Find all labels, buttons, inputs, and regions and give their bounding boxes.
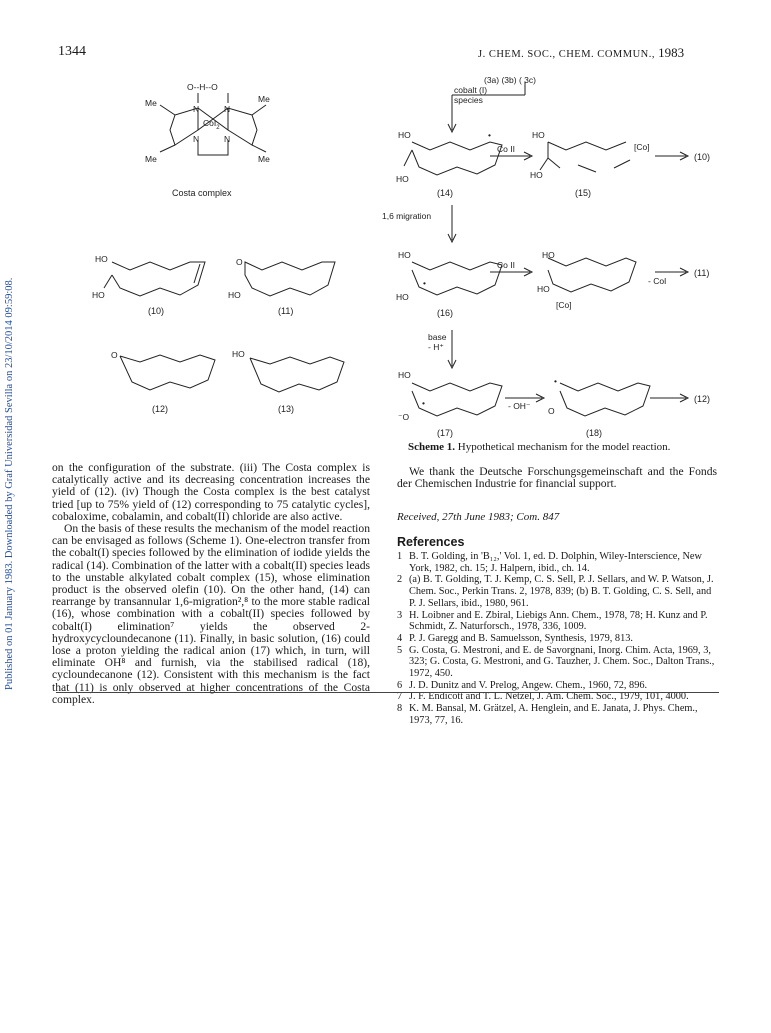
hydroxy-label: HO (228, 290, 241, 300)
body-paragraph: on the configuration of the substrate. (iii) The Costa complex is catalytically active and its decreasing concentration increases the yield of (12). (iv) Though the Costa complex is the best catalyst tried [up to 75% yield of (12) corresponding to 75 catalytic cycles], cobaloxime, cobalamin, and cobalt(II) chloride are also active. (52, 461, 370, 523)
oxide-label: ⁻O (398, 412, 410, 422)
costa-me: Me (258, 154, 270, 164)
journal-year: 1983 (658, 45, 685, 60)
acknowledgement (397, 466, 717, 490)
reagent-label: - CoI (648, 276, 667, 286)
hydroxy-label: HO (542, 250, 555, 260)
oxo-label: O (111, 350, 118, 360)
compound-14-label: (14) (437, 188, 454, 198)
reference-item: 7 J. F. Endicott and T. L. Netzel, J. Am. Chem. Soc., 1979, 101, 4000. (397, 691, 689, 703)
reference-item: 5 G. Costa, G. Mestroni, and E. de Savorgnani, Inorg. Chim. Acta, 1969, 3, 323; G. Costa, G. Mestroni, and G. Tauzher, J. Chem. Soc., Dalton Trans., 1972, 450. (397, 644, 715, 680)
reference-item: 1 B. T. Golding, in 'B₁₂,' Vol. 1, ed. D. Dolphin, Wiley-Interscience, New York, 1982, ch. 15; J. Halpern, ibid., ch. 14. (397, 551, 702, 574)
caption-label: Scheme 1. (408, 441, 456, 453)
references-heading: References (397, 535, 465, 549)
cobalt-species-label: species (454, 95, 483, 105)
reference-item: 2 (a) B. T. Golding, T. J. Kemp, C. S. Sell, P. J. Sellars, and W. P. Watson, J. Chem. Soc., Perkin Trans. 2, 1978, 839; (b) B. T. Golding, C. S. Sell, and P. J. Sellars, ibid., 1980, 961. (397, 574, 714, 609)
oxo-label: O (548, 406, 555, 416)
page-rule (56, 692, 719, 693)
costa-n: N (224, 134, 231, 144)
reagent-label: - OH⁻ (508, 401, 531, 411)
product-10-label: (10) (694, 152, 711, 162)
migration-label: 1,6 migration (382, 211, 432, 221)
caption-text: Hypothetical mechanism for the model reaction. (455, 441, 671, 453)
costa-label: Costa complex (172, 188, 232, 198)
hydroxy-label: HO (530, 170, 543, 180)
svg-text:•: • (488, 130, 491, 140)
costa-n: N (224, 104, 231, 114)
reagent-label: Co II (497, 260, 515, 270)
hydroxy-label: HO (398, 250, 411, 260)
hydroxy-label: HO (537, 284, 550, 294)
reagent-label: - H⁺ (428, 342, 444, 352)
svg-text:•: • (554, 376, 557, 386)
body-paragraph: On the basis of these results the mechanism of the model reaction can be envisaged as follows (Scheme 1). One-electron transfer from the cobalt(I) species followed by the elimination of iodide yields the radical (14). Combination of the latter with a cobalt(II) species leads to the unstable alkylated cobalt complex (15), whose elimination product is the observed olefin (10). On the other hand, (14) can rearrange by transannular 1,6-migration²,⁸ to the more stable radical (16), whose combination with a cobalt(II) species followed by cobalt(I) elimination⁷ yields the observed 2-hydroxycycloundecanone (11). Finally, in basic solution, (16) could lose a proton yielding the radical anion (17) which, in turn, will eliminate OH⁸ and furnish, via the stabilised radical (18), cycloundecanone (12). Consistent with this mechanism is the fact that (11) is only observed at higher concentrations of the Costa complex. (52, 522, 370, 706)
reference-item: 8 K. M. Bansal, M. Grätzel, A. Henglein, and E. Janata, J. Phys. Chem., 1973, 77, 16. (397, 703, 698, 726)
costa-cobalt: CoI$_2$ (203, 118, 220, 131)
costa-n: N (193, 134, 200, 144)
reagent-label: base (428, 332, 447, 342)
hydroxy-label: HO (95, 254, 108, 264)
page-number: 1344 (58, 44, 86, 59)
compound-15-label: (15) (575, 188, 592, 198)
compound-10-label: (10) (148, 306, 165, 316)
reference-item: 4 P. J. Garegg and B. Samuelsson, Synthesis, 1979, 813. (397, 632, 633, 644)
hydroxy-label: HO (532, 130, 545, 140)
cobalt-label: [Co] (634, 142, 650, 152)
acknowledgement-text: We thank the Deutsche Forschungsgemeinschaft and the Fonds der Chemischen Industrie for financial support. (397, 465, 717, 491)
hydroxy-label: HO (396, 174, 409, 184)
compound-11-label: (11) (278, 306, 294, 316)
svg-text:•: • (423, 278, 426, 288)
costa-me: Me (145, 98, 157, 108)
compound-17-label: (17) (437, 428, 454, 438)
compound-13-label: (13) (278, 404, 295, 414)
start-compounds-label: (3a) (3b) ( 3c) (484, 75, 536, 85)
hydroxy-label: HO (396, 292, 409, 302)
product-11-label: (11) (694, 268, 710, 278)
reference-item: 6 J. D. Dunitz and V. Prelog, Angew. Chem., 1960, 72, 896. (397, 679, 648, 691)
costa-bridge: O--H--O (187, 82, 218, 92)
reference-item: 3 H. Loibner and E. Zbiral, Liebigs Ann. Chem., 1978, 78; H. Kunz and P. Schmidt, Z. Naturforsch., 1978, 336, 1009. (397, 609, 708, 633)
compound-12-label: (12) (152, 404, 169, 414)
cobalt-species-label: cobalt (I) (454, 85, 488, 95)
left-column (52, 462, 370, 706)
hydroxy-label: HO (398, 130, 411, 140)
hydroxy-label: HO (398, 370, 411, 380)
scheme-caption (408, 441, 670, 453)
reagent-label: Co II (497, 144, 515, 154)
reaction-scheme (0, 0, 771, 440)
costa-n: N (193, 104, 200, 114)
reference-list (397, 551, 719, 727)
compound-16-label: (16) (437, 308, 454, 318)
costa-me: Me (258, 94, 270, 104)
hydroxy-label: HO (92, 290, 105, 300)
download-watermark-text: Published on 01 January 1983. Downloaded by Graf Universidad Sevilla on 23/10/2014 09:59:08. (4, 277, 15, 690)
cobalt-label: [Co] (556, 300, 572, 310)
hydroxy-label: HO (232, 349, 245, 359)
svg-text:•: • (422, 398, 425, 408)
received-date: Received, 27th June 1983; Com. 847 (397, 511, 560, 523)
journal-name: J. CHEM. SOC., CHEM. COMMUN., (478, 49, 655, 60)
costa-me: Me (145, 154, 157, 164)
product-12-label: (12) (694, 394, 711, 404)
compound-18-label: (18) (586, 428, 603, 438)
oxo-label: O (236, 257, 243, 267)
